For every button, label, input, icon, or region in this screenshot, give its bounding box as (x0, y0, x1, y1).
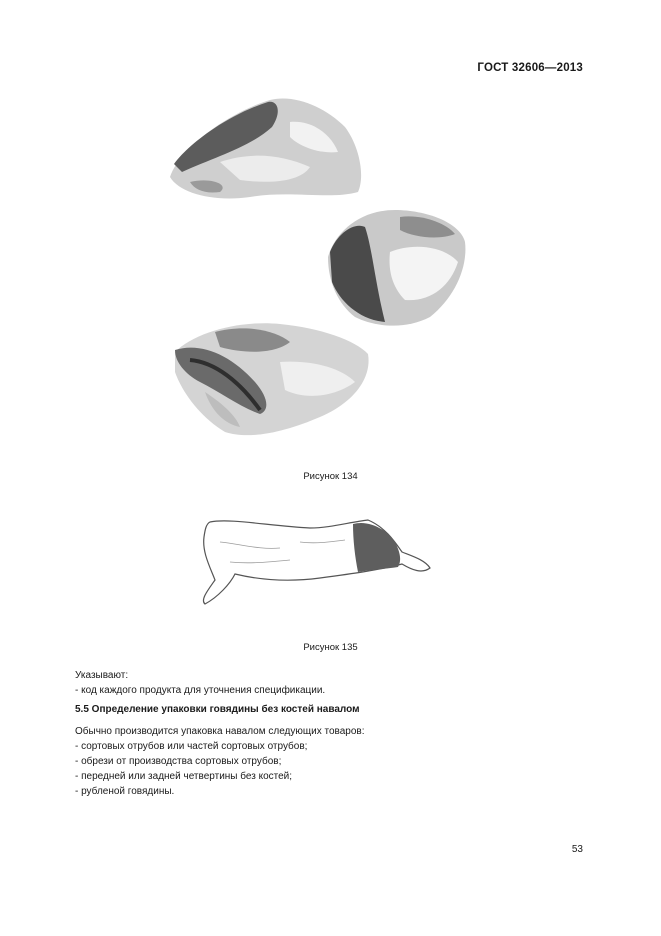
list-item: - передней или задней четвертины без костей; (75, 771, 293, 782)
beef-cut-bottom (175, 323, 369, 435)
specify-block (75, 668, 585, 698)
figure-135-caption: Рисунок 135 (303, 642, 358, 653)
packing-intro: Обычно производится упаковка навалом следующих товаров: (75, 726, 365, 737)
figure-134-caption: Рисунок 134 (303, 471, 358, 482)
specify-intro: Указывают: (75, 670, 129, 681)
list-item: - код каждого продукта для уточнения спецификации. (75, 685, 326, 696)
figure-135-carcass-diagram (190, 512, 440, 612)
page-number: 53 (571, 844, 583, 855)
figure-134-beef-cuts-image (160, 92, 490, 452)
list-item: - обрези от производства сортовых отрубов; (75, 756, 282, 767)
packing-list (75, 739, 585, 799)
beef-cut-top (170, 99, 361, 199)
list-item: - сортовых отрубов или частей сортовых отрубов; (75, 741, 308, 752)
section-heading: 5.5 Определение упаковки говядины без костей навалом (75, 704, 360, 715)
specify-list (75, 683, 585, 698)
packing-block (75, 724, 585, 799)
list-item: - рубленой говядины. (75, 786, 175, 797)
standard-code: ГОСТ 32606—2013 (477, 62, 583, 74)
beef-cut-middle (328, 210, 465, 326)
